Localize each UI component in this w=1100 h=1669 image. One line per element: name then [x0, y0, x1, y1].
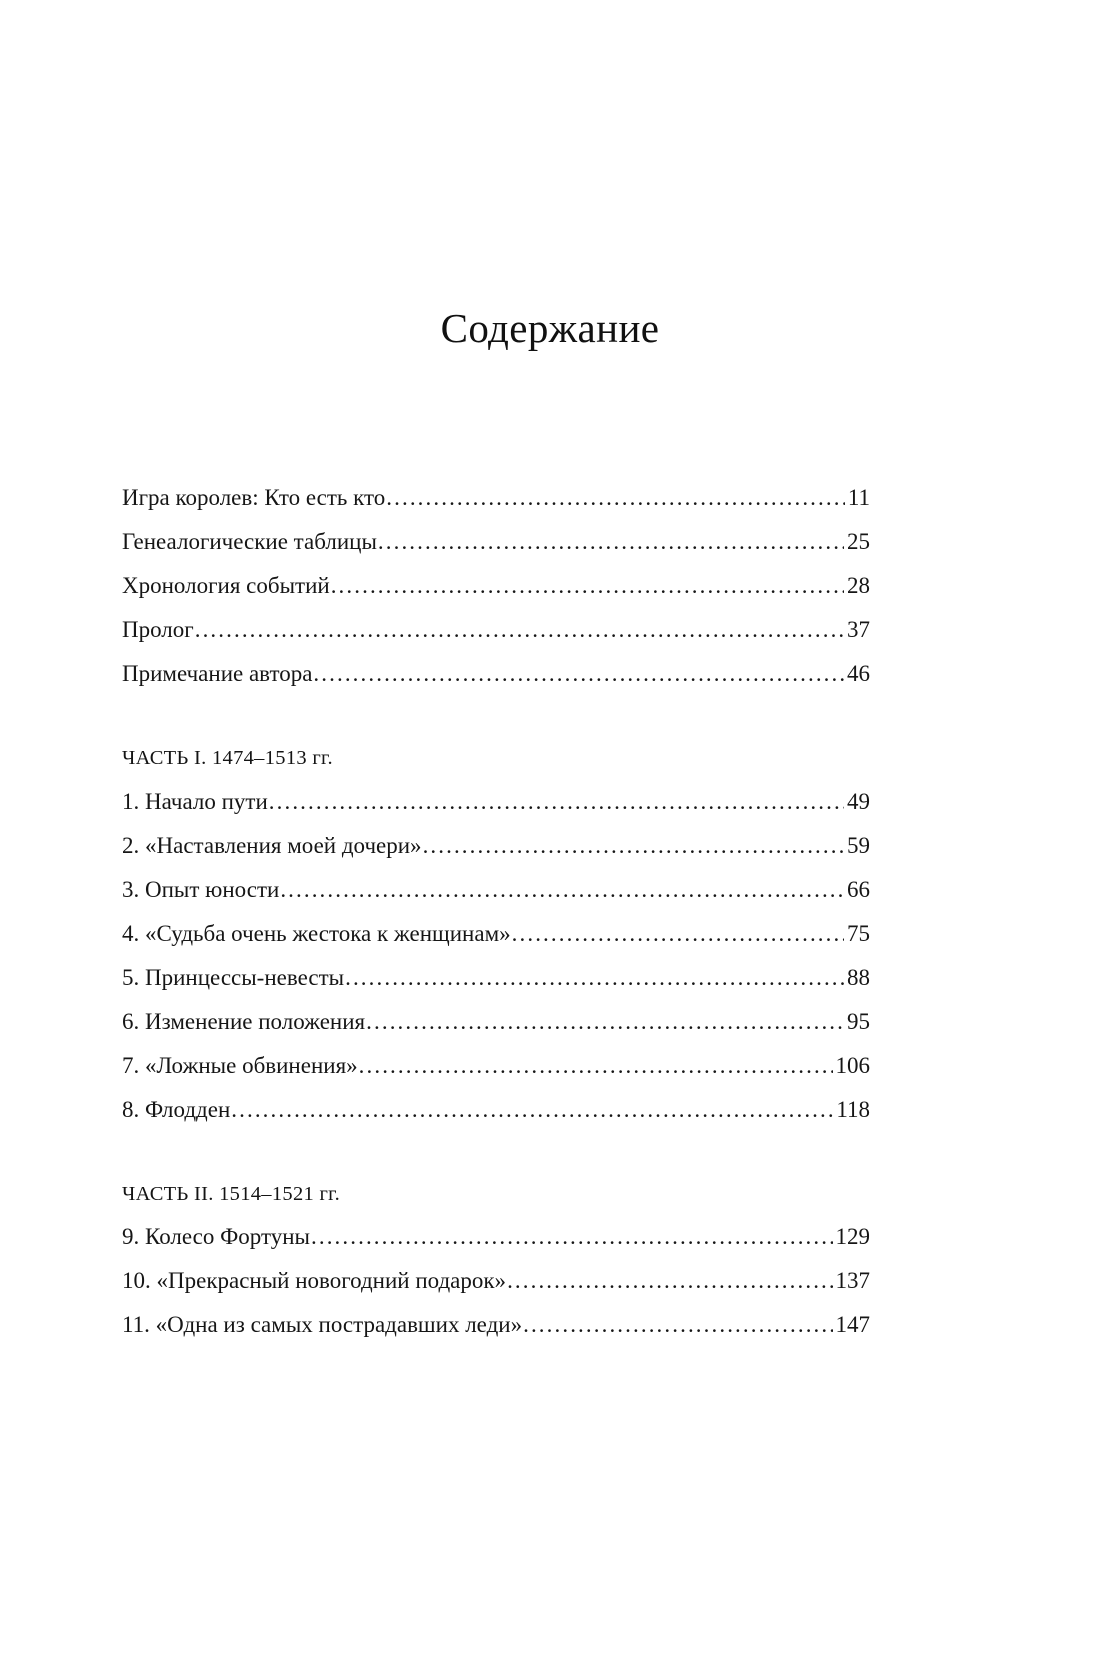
toc-entry-label: 2. «Наставления моей дочери»	[122, 832, 422, 858]
page-title: Содержание	[440, 305, 660, 351]
toc-entry-label: 11. «Одна из самых пострадавших леди»	[122, 1312, 523, 1337]
toc-dot-leader	[378, 530, 844, 553]
toc-entry[interactable]	[122, 662, 870, 706]
toc-entry-page-number: 11	[847, 485, 870, 510]
toc-entry[interactable]	[122, 922, 870, 966]
toc-entry-page-number: 66	[847, 876, 870, 902]
toc-entry[interactable]	[122, 1225, 870, 1269]
toc-entry[interactable]	[122, 878, 870, 922]
toc-part-heading: ЧАСТЬ II. 1514–1521 гг.	[122, 1182, 341, 1205]
toc-group	[122, 1184, 870, 1358]
toc-entry-label: 6. Изменение положения	[122, 1008, 366, 1034]
toc-entry[interactable]	[122, 966, 870, 1010]
toc-entry-page-number: 46	[847, 661, 870, 686]
toc-entry-label: Пролог	[122, 617, 194, 642]
toc-entry-page-number: 95	[847, 1008, 870, 1034]
toc-dot-leader	[507, 1269, 832, 1292]
toc-dot-leader	[386, 486, 845, 509]
toc-entry-page-number: 59	[847, 832, 870, 858]
toc-entry-page-number: 147	[835, 1312, 870, 1337]
toc-entry-label: 7. «Ложные обвинения»	[122, 1052, 358, 1078]
toc-dot-leader	[523, 1313, 832, 1336]
toc-entry-page-number: 28	[847, 573, 870, 598]
toc-entry[interactable]	[122, 834, 870, 878]
toc-entry[interactable]	[122, 486, 870, 530]
toc-dot-leader	[311, 1225, 833, 1248]
toc-dot-leader	[345, 966, 844, 989]
toc-dot-leader	[512, 922, 844, 945]
toc-entry-label: 8. Флодден	[122, 1096, 231, 1122]
toc-entry[interactable]	[122, 1269, 870, 1313]
toc-entry[interactable]	[122, 618, 870, 662]
toc-entry-label: Примечание автора	[122, 661, 313, 686]
toc-dot-leader	[269, 790, 844, 813]
toc-entry-page-number: 118	[836, 1096, 870, 1122]
table-of-contents	[122, 486, 870, 1357]
toc-entry-label: 1. Начало пути	[122, 788, 268, 814]
toc-entry-label: 9. Колесо Фортуны	[122, 1224, 310, 1249]
toc-entry[interactable]	[122, 1098, 870, 1142]
toc-dot-leader	[359, 1054, 833, 1077]
toc-group	[122, 486, 870, 706]
toc-entry-page-number: 129	[835, 1224, 870, 1249]
toc-dot-leader	[331, 574, 844, 597]
toc-part-heading: ЧАСТЬ I. 1474–1513 гг.	[122, 747, 333, 769]
toc-dot-leader	[313, 662, 844, 685]
toc-entry[interactable]	[122, 530, 870, 574]
toc-entry-page-number: 88	[847, 964, 870, 990]
toc-entry-label: Игра королев: Кто есть кто	[122, 485, 386, 510]
toc-entry-label: Хронология событий	[122, 573, 330, 598]
toc-group	[122, 748, 870, 1142]
toc-entry-page-number: 137	[835, 1268, 870, 1293]
toc-entry-label: 4. «Судьба очень жестока к женщинам»	[122, 920, 511, 946]
toc-entry[interactable]	[122, 1010, 870, 1054]
toc-entry-label: Генеалогические таблицы	[122, 529, 377, 554]
toc-dot-leader	[423, 834, 844, 857]
toc-entry[interactable]	[122, 574, 870, 618]
toc-entry-page-number: 49	[847, 788, 870, 814]
toc-entry-page-number: 106	[835, 1052, 870, 1078]
toc-entry[interactable]	[122, 790, 870, 834]
toc-entry-page-number: 25	[847, 529, 870, 554]
toc-dot-leader	[280, 878, 844, 901]
toc-dot-leader	[366, 1010, 844, 1033]
toc-dot-leader	[231, 1098, 833, 1121]
toc-entry[interactable]	[122, 1054, 870, 1098]
toc-entry[interactable]	[122, 1313, 870, 1357]
toc-entry-page-number: 75	[847, 920, 870, 946]
toc-entry-label: 5. Принцессы-невесты	[122, 964, 345, 990]
toc-entry-page-number: 37	[847, 617, 870, 642]
toc-dot-leader	[195, 618, 844, 641]
toc-entry-label: 3. Опыт юности	[122, 876, 280, 902]
toc-entry-label: 10. «Прекрасный новогодний подарок»	[122, 1268, 507, 1293]
